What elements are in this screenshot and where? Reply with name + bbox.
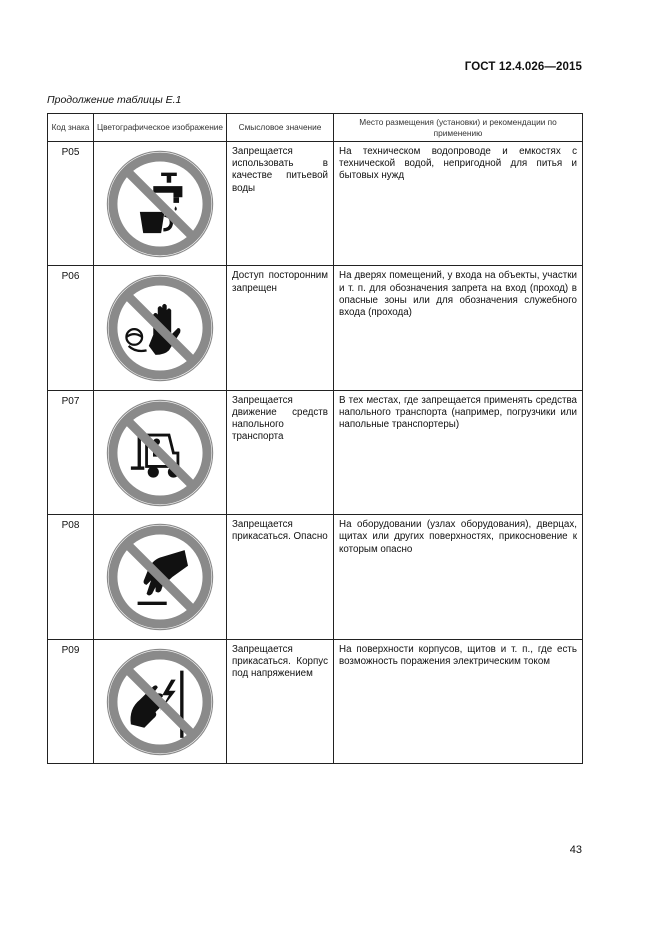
table-caption: Продолжение таблицы Е.1 bbox=[47, 94, 182, 106]
table-header-row bbox=[48, 114, 583, 142]
sign-meaning: Запрещается движение средств напольного транспорта bbox=[227, 390, 334, 514]
sign-placement: На оборудовании (узлах оборудования), дверцах, щитах или других поверхностях, прикосновение к которым опасно bbox=[334, 515, 583, 639]
sign-code: P06 bbox=[48, 266, 94, 390]
sign-placement: На поверхности корпусов, щитов и т. п., где есть возможность поражения электрическим током bbox=[334, 639, 583, 763]
standard-number: ГОСТ 12.4.026—2015 bbox=[464, 61, 582, 73]
sign-code: P09 bbox=[48, 639, 94, 763]
sign-meaning: Доступ посторонним запрещен bbox=[227, 266, 334, 390]
sign-meaning: Запрещается прикасаться. Корпус под напряжением bbox=[227, 639, 334, 763]
table-row bbox=[48, 390, 583, 514]
sign-code: P08 bbox=[48, 515, 94, 639]
sign-placement: На дверях помещений, у входа на объекты, участки и т. п. для обозначения запрета на вход (проход) в опасные зоны или для обозначения служебного входа (прохода) bbox=[334, 266, 583, 390]
header-meaning: Смысловое значение bbox=[227, 114, 334, 142]
sign-code: P05 bbox=[48, 142, 94, 266]
header-placement: Место размещения (установки) и рекомендации по применению bbox=[334, 114, 583, 142]
sign-meaning: Запрещается прикасаться. Опасно bbox=[227, 515, 334, 639]
header-image: Цветографическое изображение bbox=[94, 114, 227, 142]
page-number: 43 bbox=[569, 844, 582, 856]
table-row bbox=[48, 142, 583, 266]
no-unauthorized-access-icon bbox=[104, 272, 216, 384]
signs-table bbox=[47, 113, 583, 764]
no-forklift-icon bbox=[104, 397, 216, 509]
sign-placement: В тех местах, где запрещается применять средства напольного транспорта (например, погрузчики или напольные транспортеры) bbox=[334, 390, 583, 514]
sign-meaning: Запрещается использовать в качестве питьевой воды bbox=[227, 142, 334, 266]
sign-code: P07 bbox=[48, 390, 94, 514]
table-row bbox=[48, 266, 583, 390]
no-drinking-water-icon bbox=[104, 148, 216, 260]
header-code: Код знака bbox=[48, 114, 94, 142]
do-not-touch-icon bbox=[104, 521, 216, 633]
sign-placement: На техническом водопроводе и емкостях с технической водой, непригодной для питья и бытовых нужд bbox=[334, 142, 583, 266]
do-not-touch-electrical-icon bbox=[104, 646, 216, 758]
table-row bbox=[48, 639, 583, 763]
table-row bbox=[48, 515, 583, 639]
